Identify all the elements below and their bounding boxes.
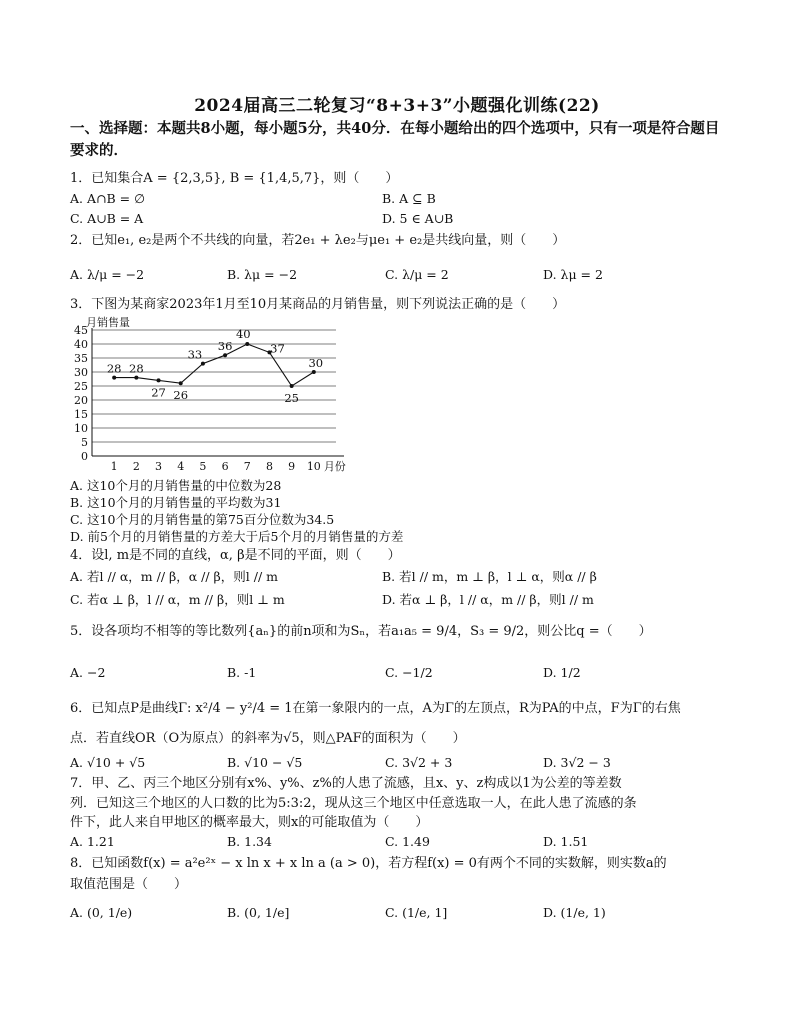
x-tick-label: 8: [265, 460, 273, 473]
data-point: [134, 376, 138, 380]
x-tick-label: 1: [110, 460, 118, 473]
data-label: 27: [151, 385, 166, 400]
q6-option-a: A. √10 + √5: [70, 755, 146, 770]
q2-option-c: C. λ/μ = 2: [385, 267, 449, 282]
y-tick-label: 30: [74, 366, 88, 379]
y-tick-label: 35: [74, 352, 88, 365]
q3-stem: 3．下图为某商家2023年1月至10月某商品的月销售量，则下列说法正确的是（ ）: [70, 297, 566, 312]
q1-stem: 1．已知集合A = {2,3,5}, B = {1,4,5,7}，则（ ）: [70, 171, 399, 186]
q4-stem: 4．设l, m是不同的直线，α, β是不同的平面，则（ ）: [70, 548, 401, 563]
page-title: 2024届高三二轮复习“8+3+3”小题强化训练(22): [194, 96, 600, 116]
data-label: 26: [173, 388, 189, 403]
q7-stem-cont2: 件下，此人来自甲地区的概率最大，则x的可能取值为（ ）: [70, 815, 429, 830]
q7-stem-cont1: 列．已知这三个地区的人口数的比为5:3:2，现从这三个地区中任意选取一人，在此人患了流感的条: [70, 796, 637, 811]
q1-option-a: A. A∩B = ∅: [70, 191, 145, 206]
q3-option-b: B. 这10个月的月销售量的平均数为31: [70, 495, 282, 510]
q2-option-a: A. λ/μ = −2: [70, 267, 145, 282]
q3-option-a: A. 这10个月的月销售量的中位数为28: [70, 478, 282, 493]
data-point: [112, 376, 116, 380]
x-tick-label: 3: [155, 460, 163, 473]
q6-stem-cont: 点．若直线OR（O为原点）的斜率为√5，则△PAF的面积为（ ）: [70, 731, 466, 746]
q1-option-d: D. 5 ∈ A∪B: [382, 211, 454, 226]
q6-option-d: D. 3√2 − 3: [543, 755, 611, 770]
data-label: 36: [217, 339, 233, 354]
y-tick-label: 0: [81, 450, 88, 463]
y-axis-label: 月销售量: [86, 316, 130, 329]
section-heading: 一、选择题：本题共8小题，每小题5分，共40分．在每小题给出的四个选项中，只有一项是符合题目要求的．: [70, 120, 720, 159]
q8-stem-cont: 取值范围是（ ）: [70, 877, 188, 892]
data-label: 28: [106, 361, 122, 376]
q5-option-d: D. 1/2: [543, 665, 581, 680]
q5-stem: 5．设各项均不相等的等比数列{aₙ}的前n项和为Sₙ，若a₁a₅ = 9/4，S₃ = 9/2，则公比q =（ ）: [70, 624, 652, 639]
data-label: 37: [270, 341, 285, 356]
x-tick-label: 10: [306, 460, 321, 473]
q4-option-a: A. 若l // α，m // β，α // β，则l // m: [70, 569, 278, 584]
q7-option-d: D. 1.51: [543, 834, 589, 849]
q8-option-b: B. (0, 1/e]: [227, 905, 290, 920]
q1-option-b: B. A ⊆ B: [382, 191, 436, 206]
q8-option-d: D. (1/e, 1): [543, 905, 606, 920]
q1-option-c: C. A∪B = A: [70, 211, 144, 226]
q6-option-c: C. 3√2 + 3: [385, 755, 453, 770]
q8-option-c: C. (1/e, 1]: [385, 905, 448, 920]
q7-stem: 7．甲、乙、丙三个地区分别有x%、y%、z%的人患了流感，且x、y、z构成以1为公差的等差数: [70, 776, 622, 791]
data-point: [290, 384, 294, 388]
x-tick-label: 7: [243, 460, 251, 473]
y-tick-label: 20: [74, 394, 88, 407]
q5-option-c: C. −1/2: [385, 665, 433, 680]
q6-stem: 6．已知点P是曲线Γ: x²/4 − y²/4 = 1在第一象限内的一点，A为Γ的左顶点，R为PA的中点，F为Γ的右焦: [70, 701, 681, 716]
data-point: [157, 378, 161, 382]
data-label: 25: [284, 391, 299, 405]
q5-option-a: A. −2: [70, 665, 106, 680]
x-tick-label: 2: [132, 460, 140, 473]
x-tick-label: 4: [177, 460, 185, 473]
q8-stem: 8．已知函数f(x) = a²e²ˣ − x ln x + x ln a (a > 0)，若方程f(x) = 0有两个不同的实数解，则实数a的: [70, 856, 667, 871]
q4-option-c: C. 若α ⊥ β，l // α，m // β，则l ⊥ m: [70, 592, 285, 607]
y-tick-label: 10: [74, 422, 88, 435]
q3-option-d: D. 前5个月的月销售量的方差大于后5个月的月销售量的方差: [70, 529, 404, 544]
q7-option-c: C. 1.49: [385, 834, 430, 849]
data-point: [179, 381, 183, 385]
data-point: [201, 362, 205, 366]
q2-option-d: D. λμ = 2: [543, 267, 603, 282]
data-label: 40: [235, 327, 251, 341]
data-label: 33: [187, 347, 203, 362]
q4-option-d: D. 若α ⊥ β，l // α，m // β，则l // m: [382, 592, 594, 607]
x-tick-label: 5: [199, 460, 207, 473]
q2-stem: 2．已知e₁, e₂是两个不共线的向量，若2e₁ + λe₂与μe₁ + e₂是共线向量，则（ ）: [70, 233, 566, 248]
data-point: [245, 342, 249, 346]
q7-option-b: B. 1.34: [227, 834, 272, 849]
y-tick-label: 40: [74, 338, 88, 351]
x-tick-label: 9: [288, 460, 296, 473]
q3-option-c: C. 这10个月的月销售量的第75百分位数为34.5: [70, 512, 335, 527]
y-tick-label: 15: [74, 408, 88, 421]
x-tick-label: 6: [221, 460, 229, 473]
data-label: 30: [308, 356, 324, 370]
sales-line-chart: [68, 312, 368, 480]
q4-option-b: B. 若l // m，m ⊥ β，l ⊥ α，则α // β: [382, 569, 597, 584]
q6-option-b: B. √10 − √5: [227, 755, 303, 770]
q8-option-a: A. (0, 1/e): [70, 905, 133, 920]
data-point: [312, 370, 316, 374]
q2-option-b: B. λμ = −2: [227, 267, 298, 282]
data-label: 28: [129, 361, 144, 376]
y-tick-label: 45: [74, 324, 88, 337]
q7-option-a: A. 1.21: [70, 834, 115, 849]
y-tick-label: 25: [74, 380, 88, 393]
x-axis-label: 月份: [323, 460, 346, 473]
q5-option-b: B. -1: [227, 665, 257, 680]
y-tick-label: 5: [81, 436, 88, 449]
data-point: [223, 353, 227, 357]
